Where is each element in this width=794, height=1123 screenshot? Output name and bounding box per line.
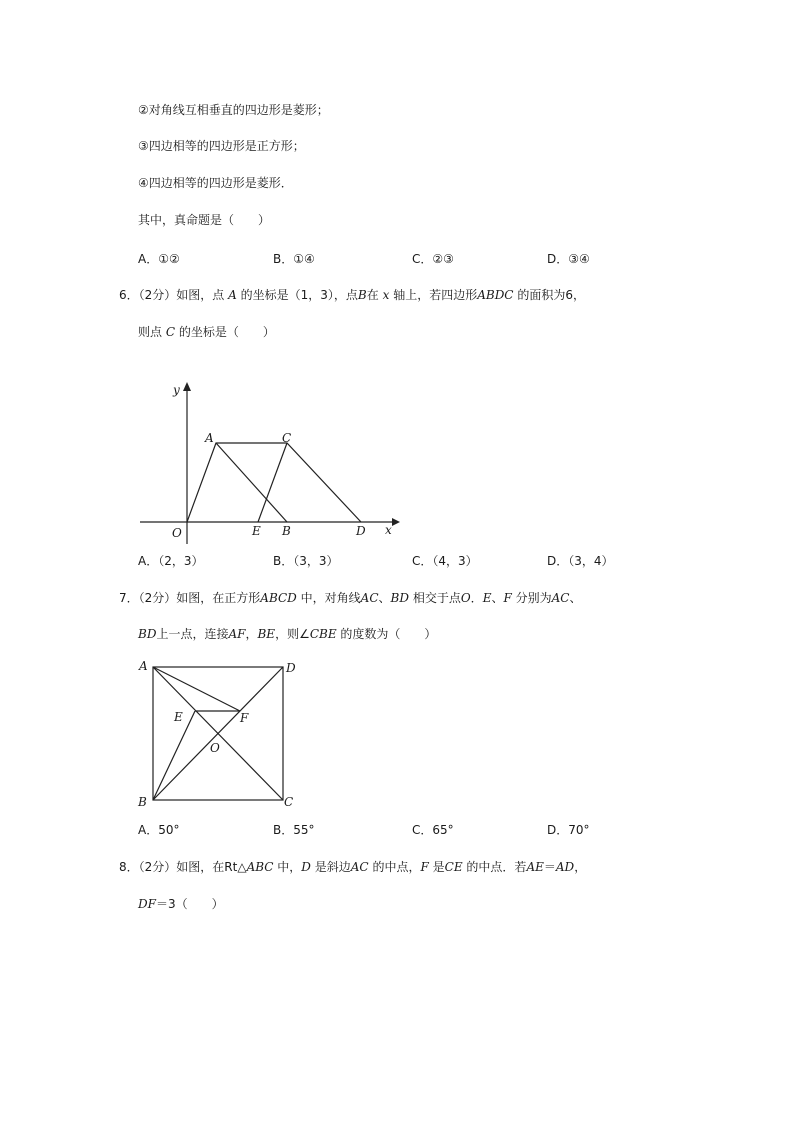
q6-text: 在 (366, 288, 379, 302)
q7-option-b: B．55° (273, 823, 315, 837)
q7-var-bd: BD (138, 627, 157, 641)
q8-text: 中， (277, 860, 302, 874)
statement-3: ③四边相等的四边形是正方形； (138, 139, 305, 153)
q6-option-c: C．（4，3） (412, 554, 478, 568)
q7-text: 上一点，连接 (156, 627, 229, 641)
label-b: B (282, 524, 291, 538)
prev-option-b: B．①④ (273, 252, 315, 266)
q6-text: 的坐标是（1，3），点 (240, 288, 358, 302)
q7-text: ， (245, 627, 258, 641)
q6-text: 如图，点 (176, 288, 225, 302)
label-c: C (282, 431, 292, 445)
q6-text: 的面积为6， (517, 288, 585, 302)
q7-text: 分别为 (515, 591, 552, 605)
x-axis-arrow (392, 518, 400, 526)
q7-text: 、 (491, 591, 504, 605)
q7-var-ac: AC (360, 591, 379, 605)
q7-option-c: C．65° (412, 823, 454, 837)
label-y: y (173, 383, 180, 397)
q6-var-a: A (228, 288, 237, 302)
q7-text: 相交于点 (412, 591, 461, 605)
label-o: O (210, 741, 220, 755)
statement-2: ②对角线互相垂直的四边形是菱形； (138, 103, 329, 117)
q7-text: ． (470, 591, 483, 605)
q8-text: ＝3（ ） (155, 897, 224, 911)
q7-text: 如图，在正方形 (176, 591, 261, 605)
q8-var-ad: AD (555, 860, 575, 874)
q7-text: 、 (569, 591, 582, 605)
q6-text: 则点 (138, 325, 163, 339)
q7-option-a: A．50° (138, 823, 180, 837)
label-b: B (138, 795, 147, 809)
q7-line-1 (119, 590, 582, 606)
q8-var-ae: AE (526, 860, 544, 874)
label-a: A (205, 431, 214, 445)
y-axis-arrow (183, 382, 191, 391)
prev-option-c: C．②③ (412, 252, 454, 266)
q7-var-cbe: CBE (309, 627, 337, 641)
q8-line-1 (119, 859, 586, 875)
q6-option-a: A．（2，3） (138, 554, 204, 568)
q8-text: 的中点， (372, 860, 421, 874)
q6-option-d: D．（3，4） (547, 554, 614, 568)
label-d: D (286, 661, 296, 675)
q6-var-x: x (382, 288, 390, 302)
q8-var-d: D (301, 860, 311, 874)
segment-ab (216, 443, 287, 522)
q8-text: 是斜边 (314, 860, 351, 874)
q7-var-e: E (482, 591, 492, 605)
q7-var-bd: BD (390, 591, 409, 605)
q8-var-ac: AC (350, 860, 369, 874)
q8-line-2 (138, 896, 224, 912)
q8-text: 如图，在Rt△ (176, 860, 247, 874)
q7-var-f: F (503, 591, 512, 605)
q8-var-df: DF (138, 897, 156, 911)
q7-text: 中，对角线 (300, 591, 361, 605)
label-x: x (385, 523, 392, 537)
q7-var-abcd: ABCD (260, 591, 297, 605)
q8-text: 是 (432, 860, 445, 874)
statement-4: ④四边相等的四边形是菱形． (138, 176, 293, 190)
label-e: E (252, 524, 261, 538)
q8-text: 的中点．若 (466, 860, 527, 874)
q7-var-af: AF (228, 627, 246, 641)
q6-text: 的坐标是（ ） (178, 325, 275, 339)
q8-text: ， (574, 860, 587, 874)
label-c: C (284, 795, 294, 809)
q7-number: 7． (119, 591, 139, 605)
q8-var-ce: CE (444, 860, 463, 874)
q8-text: ＝ (543, 860, 556, 874)
q8-var-abc: ABC (246, 860, 274, 874)
q6-line-2 (138, 324, 275, 340)
q6-var-b: B (357, 288, 367, 302)
q7-var-o: O (460, 591, 471, 605)
segment-be (153, 711, 195, 800)
q7-text: ，则∠ (275, 627, 310, 641)
prev-option-d: D．③④ (547, 252, 590, 266)
q7-figure (130, 655, 305, 815)
q7-text: 的度数为（ ） (340, 627, 437, 641)
segment-af (153, 667, 240, 711)
q6-option-b: B．（3，3） (273, 554, 339, 568)
label-e: E (174, 710, 183, 724)
q8-number: 8． (119, 860, 139, 874)
q6-text: 轴上，若四边形 (393, 288, 478, 302)
q7-option-d: D．70° (547, 823, 590, 837)
q6-var-abdc: ABDC (477, 288, 514, 302)
q6-var-c: C (165, 325, 176, 339)
prev-option-a: A．①② (138, 252, 180, 266)
q7-line-2 (138, 626, 436, 642)
label-f: F (240, 711, 249, 725)
label-d: D (356, 524, 366, 538)
segment-ec (258, 443, 287, 522)
q6-line-1 (119, 287, 585, 303)
label-o: O (172, 526, 182, 540)
q8-score: （2分） (138, 860, 177, 874)
q6-score: （2分） (138, 288, 177, 302)
question-stem: 其中，真命题是（ ） (138, 213, 271, 227)
q8-var-f: F (420, 860, 429, 874)
q7-text: 、 (378, 591, 391, 605)
q7-var-ac: AC (551, 591, 570, 605)
q7-score: （2分） (138, 591, 177, 605)
q6-number: 6． (119, 288, 139, 302)
label-a: A (139, 659, 148, 673)
q7-var-be: BE (257, 627, 276, 641)
quad-outline (187, 443, 361, 522)
q6-figure (130, 372, 410, 547)
